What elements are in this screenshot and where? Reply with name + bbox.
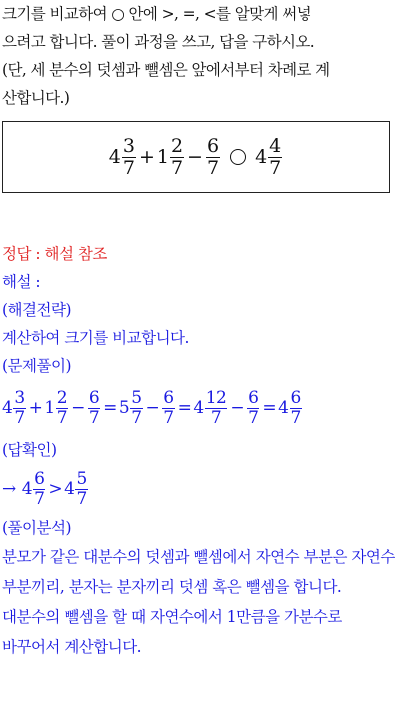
denominator: 7 [290, 407, 301, 428]
equals-sign: = [177, 398, 192, 418]
numerator: 5 [76, 468, 87, 489]
answer-label: 정답 : 해설 참조 [2, 245, 107, 263]
denominator: 7 [269, 156, 282, 179]
check-heading: (답확인) [2, 441, 57, 459]
arrow-icon: → [2, 479, 16, 499]
numerator: 6 [34, 468, 45, 489]
denominator: 7 [163, 407, 174, 428]
whole-number: 4 [21, 479, 33, 499]
numerator: 6 [163, 387, 174, 408]
whole-number: 1 [156, 146, 169, 168]
numerator: 6 [206, 134, 220, 157]
denominator: 7 [34, 488, 45, 509]
question-line: 산합니다.) [2, 89, 70, 107]
numerator: 6 [290, 387, 301, 408]
minus-sign: − [230, 398, 245, 418]
analysis-paragraph: 분모가 같은 대분수의 덧셈과 뺄셈에서 자연수 부분은 자연수 부분끼리, 분자는 분자끼리 덧셈 혹은 뺄셈을 합니다. [2, 548, 395, 596]
minus-sign: − [71, 398, 85, 418]
numerator: 5 [131, 387, 142, 408]
denominator: 7 [170, 156, 184, 179]
comparison-circle-icon [230, 149, 246, 165]
whole-number: 4 [255, 146, 268, 168]
explanation-label: 해설 : [2, 273, 41, 291]
fraction [56, 387, 68, 428]
whole-number: 4 [64, 479, 75, 499]
minus-sign: − [145, 398, 160, 418]
numerator: 6 [88, 387, 100, 408]
question-text [2, 0, 398, 112]
denominator: 7 [210, 407, 222, 428]
calculation [2, 380, 400, 436]
denominator: 7 [14, 407, 25, 428]
minus-sign: − [187, 146, 203, 168]
fraction [33, 468, 45, 509]
whole-number: 4 [108, 146, 121, 168]
denominator: 7 [248, 407, 259, 428]
analysis-paragraph: 대분수의 뺄셈을 할 때 자연수에서 1만큼을 가분수로 바꾸어서 계산합니다. [2, 608, 342, 656]
answer-section [2, 240, 400, 662]
plus-sign: + [28, 398, 43, 418]
analysis-heading: (풀이분석) [2, 519, 71, 537]
question-line: 으려고 합니다. 풀이 과정을 쓰고, 답을 구하시오. [2, 33, 315, 51]
fraction [122, 134, 136, 179]
check-math [2, 468, 89, 509]
denominator: 7 [88, 407, 100, 428]
fraction [130, 387, 142, 428]
denominator: 7 [122, 156, 135, 179]
fraction [162, 387, 174, 428]
whole-number: 5 [118, 398, 130, 418]
solution-heading: (문제풀이) [2, 357, 71, 375]
numerator: 3 [122, 134, 135, 157]
fraction [290, 387, 302, 428]
strategy-text: 계산하여 크기를 비교합니다. [2, 329, 189, 347]
fraction [205, 387, 228, 428]
denominator: 7 [76, 488, 87, 509]
numerator: 12 [205, 387, 227, 408]
fraction [206, 134, 220, 179]
equals-sign: = [103, 398, 117, 418]
denominator: 7 [56, 407, 68, 428]
question-line: 크기를 비교하여 ○ 안에 >, =, <를 알맞게 써넣 [2, 5, 311, 23]
fraction [88, 387, 100, 428]
numerator: 6 [248, 387, 259, 408]
numerator: 4 [269, 134, 282, 157]
numerator: 3 [14, 387, 25, 408]
check-expression [2, 464, 400, 514]
whole-number: 4 [193, 398, 204, 418]
whole-number: 1 [44, 398, 55, 418]
numerator: 2 [170, 134, 184, 157]
whole-number: 4 [2, 398, 13, 418]
denominator: 7 [206, 156, 220, 179]
numerator: 2 [56, 387, 68, 408]
whole-number: 4 [278, 398, 289, 418]
greater-than-sign: > [48, 479, 63, 499]
fraction [268, 134, 282, 179]
equals-sign: = [262, 398, 277, 418]
strategy-heading: (해결전략) [2, 301, 71, 319]
fraction [170, 134, 184, 179]
denominator: 7 [131, 407, 142, 428]
fraction [13, 387, 25, 428]
calculation-expression [2, 387, 303, 428]
question-line: (단, 세 분수의 덧셈과 뺄셈은 앞에서부터 차례로 계 [2, 61, 330, 79]
fraction [75, 468, 87, 509]
expression-box [2, 121, 390, 193]
expression [108, 134, 284, 179]
fraction [247, 387, 259, 428]
plus-sign: + [138, 146, 155, 168]
